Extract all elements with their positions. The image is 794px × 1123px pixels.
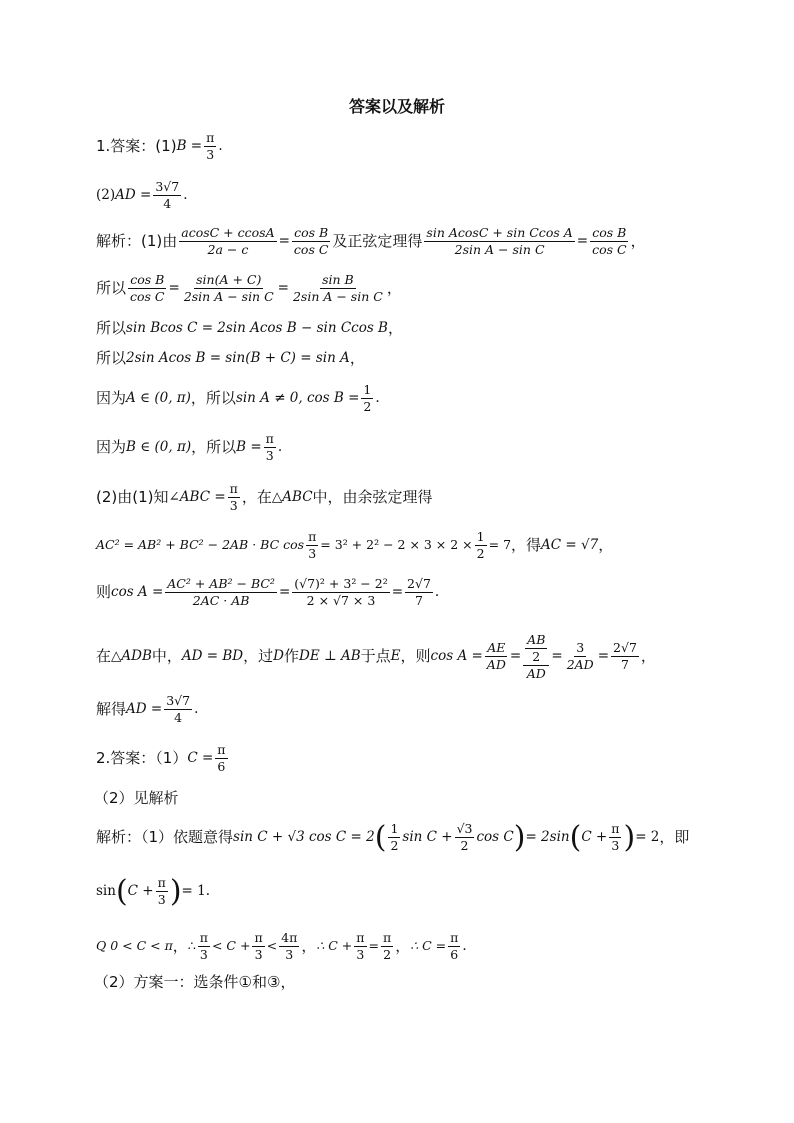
eq-sign: = (576, 232, 589, 249)
q1-part2-mid: ，在 (241, 488, 272, 506)
q1-because1-label: 因为 (96, 389, 127, 407)
q2-sin-math1: sin (96, 882, 116, 899)
q2-sin-line (96, 873, 211, 909)
q1-part2-end: 中，由余弦定理得 (312, 488, 433, 506)
q1-solution-label: 解析：(1)由 (96, 232, 178, 250)
q2-ans1-fraction: $\frac{\pi}{6}$ (217, 742, 226, 774)
q1-adb-f3: $\frac{3}{2AD}$ (566, 640, 594, 673)
q1-because2-mid: ，所以 (191, 438, 237, 456)
eq-sign: = (278, 583, 291, 600)
q1-ans1-fraction: $\frac{\pi}{3}$ (206, 130, 215, 162)
q1-cos-lhs: cos A = (111, 583, 164, 600)
right-paren: ) (623, 819, 636, 855)
q1-adb-mid1: 中， (151, 647, 182, 666)
eq-sign: = (551, 648, 563, 665)
q1-part2-line (96, 482, 433, 513)
right-paren: ) (169, 873, 182, 909)
therefore-symbol: ∴ (187, 938, 196, 954)
q1-because2-fraction: $\frac{\pi}{3}$ (265, 431, 274, 463)
q1-part2-math: ∠ABC = (168, 488, 226, 505)
q1-adb-math2: DE ⊥ AB (299, 648, 361, 665)
eq-sign: = (597, 648, 610, 665)
q2-range-f5: $\frac{\pi}{2}$ (382, 930, 392, 962)
q2-sol-math3: cos C (476, 828, 514, 845)
q1-adb-f2: $\frac{\frac{AB}{2}}{AD}$ (523, 633, 549, 680)
q1-so3-math: 2sin Acos B = sin(B + C) = sin A (126, 349, 350, 366)
q2-sol-math1: sin C + √3 cos C = 2 (233, 828, 375, 845)
q1-so2-math: sin Bcos C = 2sin Acos B − sin Ccos B (126, 319, 388, 336)
q2-sin-fraction: $\frac{\pi}{3}$ (157, 875, 166, 907)
comma: ， (301, 937, 317, 955)
left-paren: ( (374, 819, 387, 855)
q1-cos-f1: $\frac{\text{AC² + AB² − BC²}}{2AC \cdot AB}$ (167, 576, 275, 608)
q2-sol-half: $\frac{1}{2}$ (390, 821, 399, 853)
comma: ， (630, 232, 646, 250)
q2-range-math3: < (266, 938, 278, 954)
q2-answer2-line (94, 790, 179, 807)
q1-adb-mid3: 作 (283, 647, 299, 666)
left-paren: ( (569, 819, 582, 855)
q2-ans1-lhs: C = (187, 749, 214, 766)
comma: ， (598, 536, 614, 554)
q1-adb-lhs: cos A = (430, 648, 483, 665)
q1-solve-lhs: AD = (126, 700, 163, 717)
q1-ans1-lhs: B = (176, 137, 203, 154)
q1-solve-line (96, 694, 198, 725)
q1-f1: $\frac{acosC + ccosA}{2a - c}$ (181, 225, 275, 257)
q1-ac-fraction1: $\frac{\pi}{3}$ (308, 529, 317, 561)
eq-sign: = (168, 279, 180, 296)
period: . (462, 937, 467, 954)
q2-range-math2: < C + (211, 938, 251, 954)
q1-so3-line (96, 350, 365, 367)
period: . (194, 700, 199, 717)
q1-so3-label: 所以 (96, 349, 127, 367)
q1-solve-label: 解得 (96, 700, 127, 718)
q1-f4: $\frac{\text{cos B}}{\text{cos C}}$ (592, 225, 627, 257)
q1-so1-f3: $\frac{\text{sin B}}{\text{2sin A − sin C}}$ (292, 272, 383, 304)
q2-range-math4: ∴ C + (316, 938, 353, 954)
q1-because1-math: A ∈ (0, π) (126, 389, 191, 406)
eq-sign: = (277, 279, 289, 296)
page-title: 答案以及解析 (348, 97, 445, 116)
period: . (375, 389, 380, 406)
q2-range-f4: $\frac{\pi}{3}$ (356, 930, 365, 962)
q1-because2-label: 因为 (96, 438, 127, 456)
q1-because1-line (96, 383, 380, 414)
q1-mid-text: 及正弦定理得 (332, 232, 423, 250)
q2-plan-line (94, 974, 295, 991)
q1-part2-fraction: $\frac{\pi}{3}$ (229, 481, 238, 513)
q1-adb-mid5: ，则 (400, 647, 431, 666)
q2-sol-end: ，即 (659, 828, 690, 846)
eq-sign: = (278, 232, 290, 249)
q1-so2-line (96, 320, 403, 337)
q1-adb-math1: AD = BD (181, 648, 244, 665)
q1-f3: $\frac{\text{sin AcosC + sin Ccos A}}{\text{2sin A − sin C}}$ (426, 225, 573, 257)
comma: ， (395, 937, 411, 955)
q2-solution-label: 解析：（1）依题意得 (96, 828, 234, 846)
eq-sign: = (509, 648, 522, 665)
q1-ac-math1: AC² = AB² + BC² − 2AB · BC cos (96, 537, 305, 553)
q2-sol-math5: C + (581, 828, 608, 845)
q2-sol-pi3: $\frac{\pi}{3}$ (611, 821, 620, 853)
q1-cos-label: 则 (96, 583, 112, 601)
comma: ， (386, 279, 402, 297)
q2-plan-text: （2）方案一：选条件①和③， (94, 973, 296, 991)
q1-ans2-lhs: AD = (115, 186, 152, 203)
q1-ac-mid: ，得 (511, 536, 542, 554)
q1-ans1-end: . (218, 137, 223, 154)
q1-cos-f2: $\frac{\text{(√7)² + 3² − 2²}}{2 \times √7 \times 3}$ (294, 576, 388, 608)
q2-ans2-text: （2）见解析 (94, 789, 179, 807)
q2-sin-math3: = 1. (181, 882, 211, 899)
q1-answer2-line (96, 180, 187, 211)
q1-because2-line (96, 432, 282, 463)
q1-so1-label: 所以 (96, 279, 127, 297)
q2-range-f3: $\frac{4\pi}{3}$ (281, 930, 298, 962)
left-paren: ( (115, 873, 128, 909)
q1-answer-line (96, 131, 223, 162)
q1-ac-line (96, 530, 613, 561)
q1-because1-mid: ，所以 (190, 389, 236, 407)
q1-f2: $\frac{\text{cos B}}{\text{cos C}}$ (293, 225, 329, 257)
q2-solution-line (96, 819, 690, 855)
q1-answer-label: 1.答案：(1) (96, 137, 177, 155)
q1-part2-triangle: △ABC (271, 488, 313, 505)
q1-ans2-end: . (183, 186, 188, 203)
comma: ， (349, 349, 365, 367)
q1-because2-math2: B = (236, 438, 262, 455)
q2-range-line (96, 931, 467, 962)
period: . (277, 438, 283, 455)
q1-ac-math2: = 3² + 2² − 2 × 3 × 2 × (320, 537, 473, 553)
q2-sol-math4: = 2sin (525, 828, 570, 845)
q1-so2-label: 所以 (96, 319, 127, 337)
q1-ans2-fraction: $\frac{3√7}{4}$ (155, 179, 180, 211)
q2-answer-line (96, 743, 230, 774)
q1-adb-f4: $\frac{2√7}{7}$ (613, 640, 637, 673)
period: . (434, 583, 440, 600)
right-paren: ) (513, 819, 526, 855)
comma: ， (387, 319, 403, 337)
q1-solution-line (96, 226, 646, 257)
comma: ， (172, 937, 188, 955)
q2-range-math1: Q 0 < C < π (96, 938, 173, 954)
q1-cos-f3: $\frac{2√7}{7}$ (407, 576, 431, 608)
q2-sin-math2: C + (127, 882, 154, 899)
q1-so1-f2: $\frac{\sin(A + C)}{\text{2sin A − sin C}}$ (183, 272, 274, 304)
q1-ans2-label: (2) (96, 186, 116, 203)
q1-adb-line (96, 633, 656, 680)
q1-ac-fraction2: $\frac{1}{2}$ (476, 529, 485, 561)
q1-because2-math: B ∈ (0, π) (126, 438, 192, 455)
q1-part2-label: (2)由(1)知 (96, 488, 169, 506)
q1-adb-point-d: D (273, 648, 284, 665)
q1-adb-point-e: E (390, 648, 401, 665)
q1-so1-f1: $\frac{\text{cos B}}{\text{cos C}}$ (130, 272, 165, 304)
q2-range-f1: $\frac{\pi}{3}$ (199, 930, 208, 962)
q1-ac-math3: = 7 (488, 537, 512, 553)
eq-sign: = (391, 583, 404, 600)
q2-range-math5: = (368, 938, 379, 954)
q1-so1-line (96, 273, 402, 304)
q1-adb-triangle: △ADB (111, 648, 152, 665)
q1-solve-fraction: $\frac{3√7}{4}$ (166, 693, 191, 725)
q1-adb-label: 在 (96, 647, 112, 666)
q1-because1-fraction: $\frac{1}{2}$ (363, 382, 372, 414)
q1-adb-mid4: 于点 (360, 647, 391, 666)
q1-cos-line (96, 577, 439, 608)
q2-sol-math2: sin C + (402, 828, 453, 845)
q2-sol-root3: $\frac{√3}{2}$ (456, 821, 473, 853)
q2-range-f6: $\frac{\pi}{6}$ (450, 930, 459, 962)
q2-sol-math6: = 2 (635, 828, 660, 845)
q1-adb-f1: $\frac{AE}{AD}$ (486, 640, 506, 673)
q1-ac-math4: AC = √7 (541, 536, 599, 553)
q2-range-f2: $\frac{\pi}{3}$ (254, 930, 263, 962)
comma: ， (640, 647, 656, 666)
q2-answer-label: 2.答案：（1） (96, 749, 188, 767)
q1-adb-mid2: ，过 (243, 647, 274, 666)
q2-range-math6: ∴ C = (410, 938, 447, 954)
q1-because1-math2: sin A ≠ 0, cos B = (235, 389, 360, 406)
